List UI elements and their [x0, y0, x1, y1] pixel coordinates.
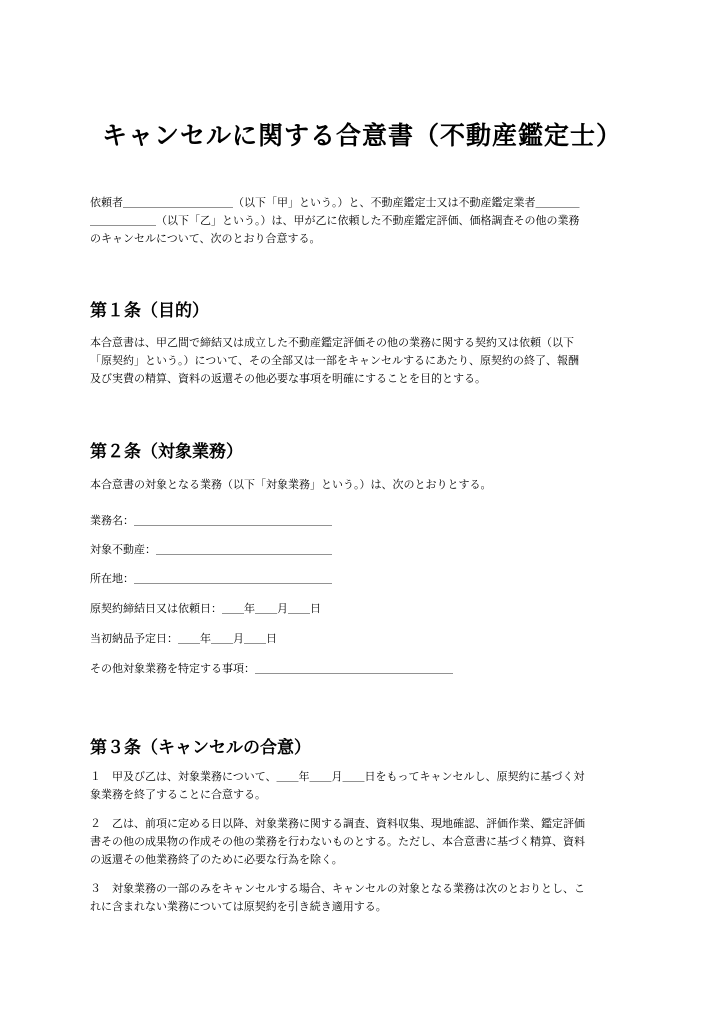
article3-item-line: ３ 対象業務の一部のみをキャンセルする場合、キャンセルの対象となる業務は次のとおりとし、こ [90, 882, 585, 895]
field-other-details: その他対象業務を特定する事項：＿＿＿＿＿＿＿＿＿＿＿＿＿＿＿＿＿＿ [90, 662, 453, 675]
article3-item-line: 象業務を終了することに合意する。 [90, 788, 266, 801]
field-contract-date: 原契約締結日又は依頼日：＿＿年＿＿月＿＿日 [90, 602, 321, 615]
article1-line: 及び実費の精算、資料の返還その他必要な事項を明確にすることを目的とする。 [90, 372, 486, 385]
field-location: 所在地：＿＿＿＿＿＿＿＿＿＿＿＿＿＿＿＿＿＿ [90, 572, 332, 585]
article3-item-line: れに含まれない業務については原契約を引き続き適用する。 [90, 900, 387, 913]
article3-item-1 [90, 768, 638, 804]
article3-item-line: ２ 乙は、前項に定める日以降、対象業務に関する調査、資料収集、現地確認、評価作業、鑑定評価 [90, 817, 585, 830]
article3-item-3 [90, 880, 638, 916]
article1-line: 本合意書は、甲乙間で締結又は成立した不動産鑑定評価その他の業務に関する契約又は依頼（以下 [90, 336, 574, 349]
article2-intro-line: 本合意書の対象となる業務（以下「対象業務」という。）は、次のとおりとする。 [90, 478, 492, 491]
article2-intro [90, 476, 638, 494]
article3-item-2 [90, 815, 638, 869]
preamble-line: ＿＿＿＿＿＿（以下「乙」という。）は、甲が乙に依頼した不動産鑑定評価、価格調査その他の業務 [90, 214, 580, 227]
preamble-line: のキャンセルについて、次のとおり合意する。 [90, 232, 321, 245]
preamble-line: 依頼者＿＿＿＿＿＿＿＿＿＿（以下「甲」という。）と、不動産鑑定士又は不動産鑑定業者＿＿＿＿ [90, 196, 580, 209]
document-title: キャンセルに関する合意書（不動産鑑定士） [101, 121, 622, 150]
article3-item-line: の返還その他業務終了のために必要な行為を除く。 [90, 853, 343, 866]
preamble-paragraph [90, 194, 638, 248]
article1-heading: 第１条（目的） [90, 301, 209, 321]
article2-heading: 第２条（対象業務） [90, 442, 243, 462]
article1-line: 「原契約」という。）について、その全部又は一部をキャンセルするにあたり、原契約の終了、報酬 [90, 354, 580, 367]
article3-heading: 第３条（キャンセルの合意） [90, 738, 311, 758]
field-business-name: 業務名：＿＿＿＿＿＿＿＿＿＿＿＿＿＿＿＿＿＿ [90, 514, 332, 527]
article3-item-line: １ 甲及び乙は、対象業務について、＿＿年＿＿月＿＿日をもってキャンセルし、原契約に基づく対 [90, 770, 585, 783]
article1-paragraph [90, 334, 638, 388]
article3-item-line: 書その他の成果物の作成その他の業務を行わないものとする。ただし、本合意書に基づく精算、資料 [90, 835, 585, 848]
field-target-property: 対象不動産：＿＿＿＿＿＿＿＿＿＿＿＿＿＿＿＿ [90, 543, 332, 556]
field-delivery-date: 当初納品予定日：＿＿年＿＿月＿＿日 [90, 632, 277, 645]
